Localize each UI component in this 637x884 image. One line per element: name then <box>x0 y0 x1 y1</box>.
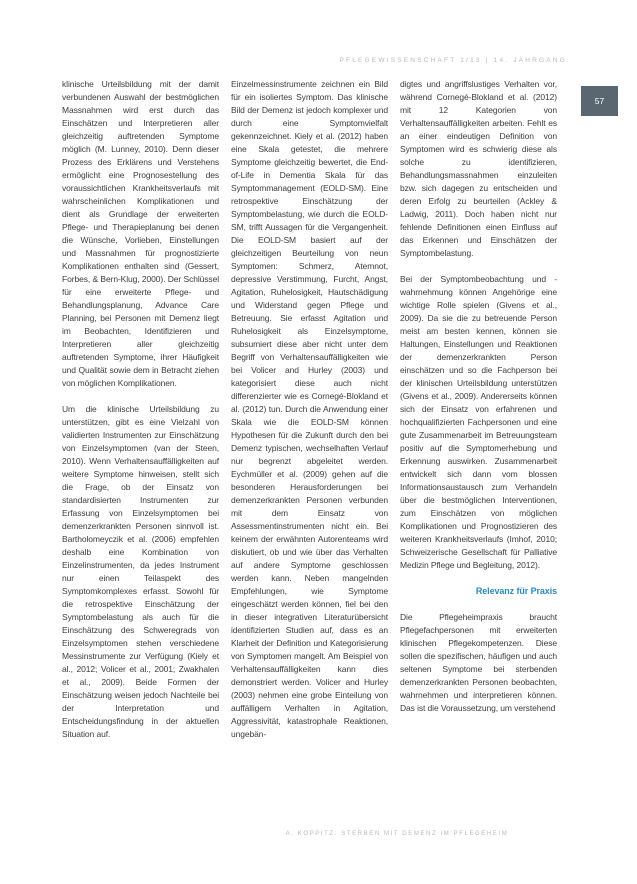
journal-header: PFLEGEWISSENSCHAFT 1/13 | 14. JAHRGANG <box>339 57 567 64</box>
running-footer: A. KOPPITZ: STERBEN MIT DEMENZ IM PFLEGEHEIM <box>285 831 509 837</box>
paragraph: Um die klinische Urteilsbildung zu unterstützen, gibt es eine Vielzahl von validierten Instrumenten zur Einschätzung von Einzelsymptomen (van der Steen, 2010). Wenn Verhaltensauffälligkeiten auf weitere Symptome hinweisen, stellt sich die Frage, ob der Einsatz von standardisierten Instrumenten zur Erfassung von Einzelsymptomen bei demenzerkrankten Personen sinnvoll ist. Bartholomeyczik et al. (2006) empfehlen deshalb eine Kombination von Einzelinstrumenten, da jedes Instrument nur einen Teilaspekt des Symptomkomplexes erfasst. Sowohl für die retrospektive Einschätzung der Symptombelastung als auch für die Einschätzung des Schweregrads von Einzelsymptomen stehen verschiedene Messinstrumente zur Verfügung (Kiely et al., 2012; Volicer et al., 2001; Zwakhalen et al., 2009). Beide Formen der Einschätzung weisen jedoch Nachteile bei der Interpretation und Entscheidungsfindung in der aktuellen Situation auf. <box>62 404 219 739</box>
paragraph: Bei der Symptombeobachtung und -wahrnehmung können Angehörige eine wichtige Rolle spielen (Givens et al., 2009). Da sie die zu betreuende Person meist am besten kennen, können sie Haltungen, Einstellungen und Reaktionen der demenzerkrankten Person einschätzen und so die Fachperson bei der klinischen Urteilsbildung unterstützen (Givens et al., 2009). Andererseits können sich der Einsatz von erfahrenen und hochqualifizierten Fachpersonen und eine gute Zusammenarbeit im Betreuungsteam positiv auf die Symptomerhebung und Erkennung auswirken. Zusammenarbeit entwickelt sich dann vom blossen Informationsaustausch zum Verhandeln über die bestmöglichen Interventionen, zum Einschätzen von möglichen Komplikationen und Prognostizieren des weiteren Krankheitsverlaufs (Imhof, 2010; Schweizerische Gesellschaft für Palliative Medizin Pflege und Begleitung, 2012). <box>400 274 557 570</box>
text-column-2 <box>231 78 388 741</box>
paragraph: Die Pflegeheimpraxis braucht Pflegefachpersonen mit erweiterten klinischen Pflegekompetenzen. Diese sollen die spezifischen, häufigen und auch seltenen Symptome bei sterbenden demenzerkrankten Personen beobachten, wahrnehmen und interpretieren können. Das ist die Voraussetzung, um verstehend <box>400 612 557 713</box>
paragraph: Einzelmessinstrumente zeichnen ein Bild für ein isoliertes Symptom. Das klinische Bild der Demenz ist jedoch komplexer und durch eine Symptomvielfalt gekennzeichnet. Kiely et al. (2012) haben eine Skala getestet, die mehrere Symptome gleichzeitig bewertet, die End-of-Life in Dementia Skala für das Symptommanagement (EOLD-SM). Eine retrospektive Einschätzung der Symptombelastung, wie durch die EOLD-SM, trifft Aussagen für die Vergangenheit. Die EOLD-SM basiert auf der gleichzeitigen Beurteilung von neun Symptomen: Schmerz, Atemnot, depressive Verstimmung, Furcht, Angst, Agitation, Ruhelosigkeit, Hautschädigung und Widerstand gegen Pflege und Betreuung. Sie erfasst Agitation und Ruhelosigkeit als Einzelsymptome, subsumiert diese aber nicht unter dem Begriff von Verhaltensauffälligkeiten wie bei Volicer and Hurley (2003) und kategorisiert diese auch nicht differenzierter wie es Cornegé-Blokland et al. (2012) tun. Durch die Anwendung einer Skala wie die EOLD-SM können Hypothesen für die Zukunft durch den bei Demenz typischen, wechselhaften Verlauf nur begrenzt abgeleitet werden. Eychmüller et al. (2009) gehen auf die besonderen Herausforderungen bei demenzerkrankten Personen verbunden mit dem Einsatz von Assessmentinstrumenten nicht ein. Bei keinem der erwähnten Autorenteams wird diskutiert, ob und wie über das Verhalten auf andere Symptome geschlossen werden kann. Neben mangelnden Empfehlungen, wie Symptome eingeschätzt werden können, fiel bei den in dieser integrativen Literaturübersicht identifizierten Studien auf, dass es an Klarheit der Definition und Kategorisierung von Symptomen mangelt. Am Beispiel von Verhaltensauffälligkeiten kann dies demonstriert werden. Volicer and Hurley (2003) nehmen eine grobe Einteilung von auffälligem Verhalten in Agitation, Aggressivität, katastrophale Reaktionen, ungebän- <box>231 79 388 739</box>
paragraph: klinische Urteilsbildung mit der damit verbundenen Auswahl der bestmöglichen Massnahmen wird erst durch das Einschätzen und Interpretieren aller gleichzeitig auftretenden Symptome möglich (M. Lunney, 2010). Denn dieser Prozess des Erklärens und Verstehens ermöglicht eine Prognosestellung des voraussichtlichen Krankheitsverlaufs mit wahrscheinlichen Komplikationen und dient als Grundlage der erweiterten Pflege- und Therapieplanung bei denen die Wünsche, Vorlieben, Einstellungen und Massnahmen für prognostizierte Komplikationen enthalten sind (Gessert, Forbes, & Bern-Klug, 2000). Der Schlüssel für eine erweiterte Pflege- und Behandlungsplanung, Advance Care Planning, bei Personen mit Demenz liegt im Beobachten, Identifizieren und Interpretieren aller gleichzeitig auftretenden Symptome, ihrer Häufigkeit und Qualität sowie dem in Betracht ziehen von möglichen Komplikationen. <box>62 79 219 388</box>
paragraph: digtes und angriffslustiges Verhalten vor, während Cornegé-Blokland et al. (2012) mit 12 Kategorien von Verhaltensauffälligkeiten arbeiten. Fehlt es an einer eindeutigen Definition von Symptomen wird es schwierig diese als solche zu identifizieren, Behandlungsmassnahmen einzuleiten bzw. sich dagegen zu entscheiden und deren Erfolg zu beurteilen (Ackley & Ladwig, 2011). Doch haben nicht nur fehlende Definitionen einen Einfluss auf das Erkennen und Einschätzen der Symptombelastung. <box>400 79 557 258</box>
text-column-3 <box>400 78 557 715</box>
relevance-for-practice-heading: Relevanz für Praxis <box>475 586 557 596</box>
page-number-badge: 57 <box>581 86 618 116</box>
text-column-1 <box>62 78 219 741</box>
